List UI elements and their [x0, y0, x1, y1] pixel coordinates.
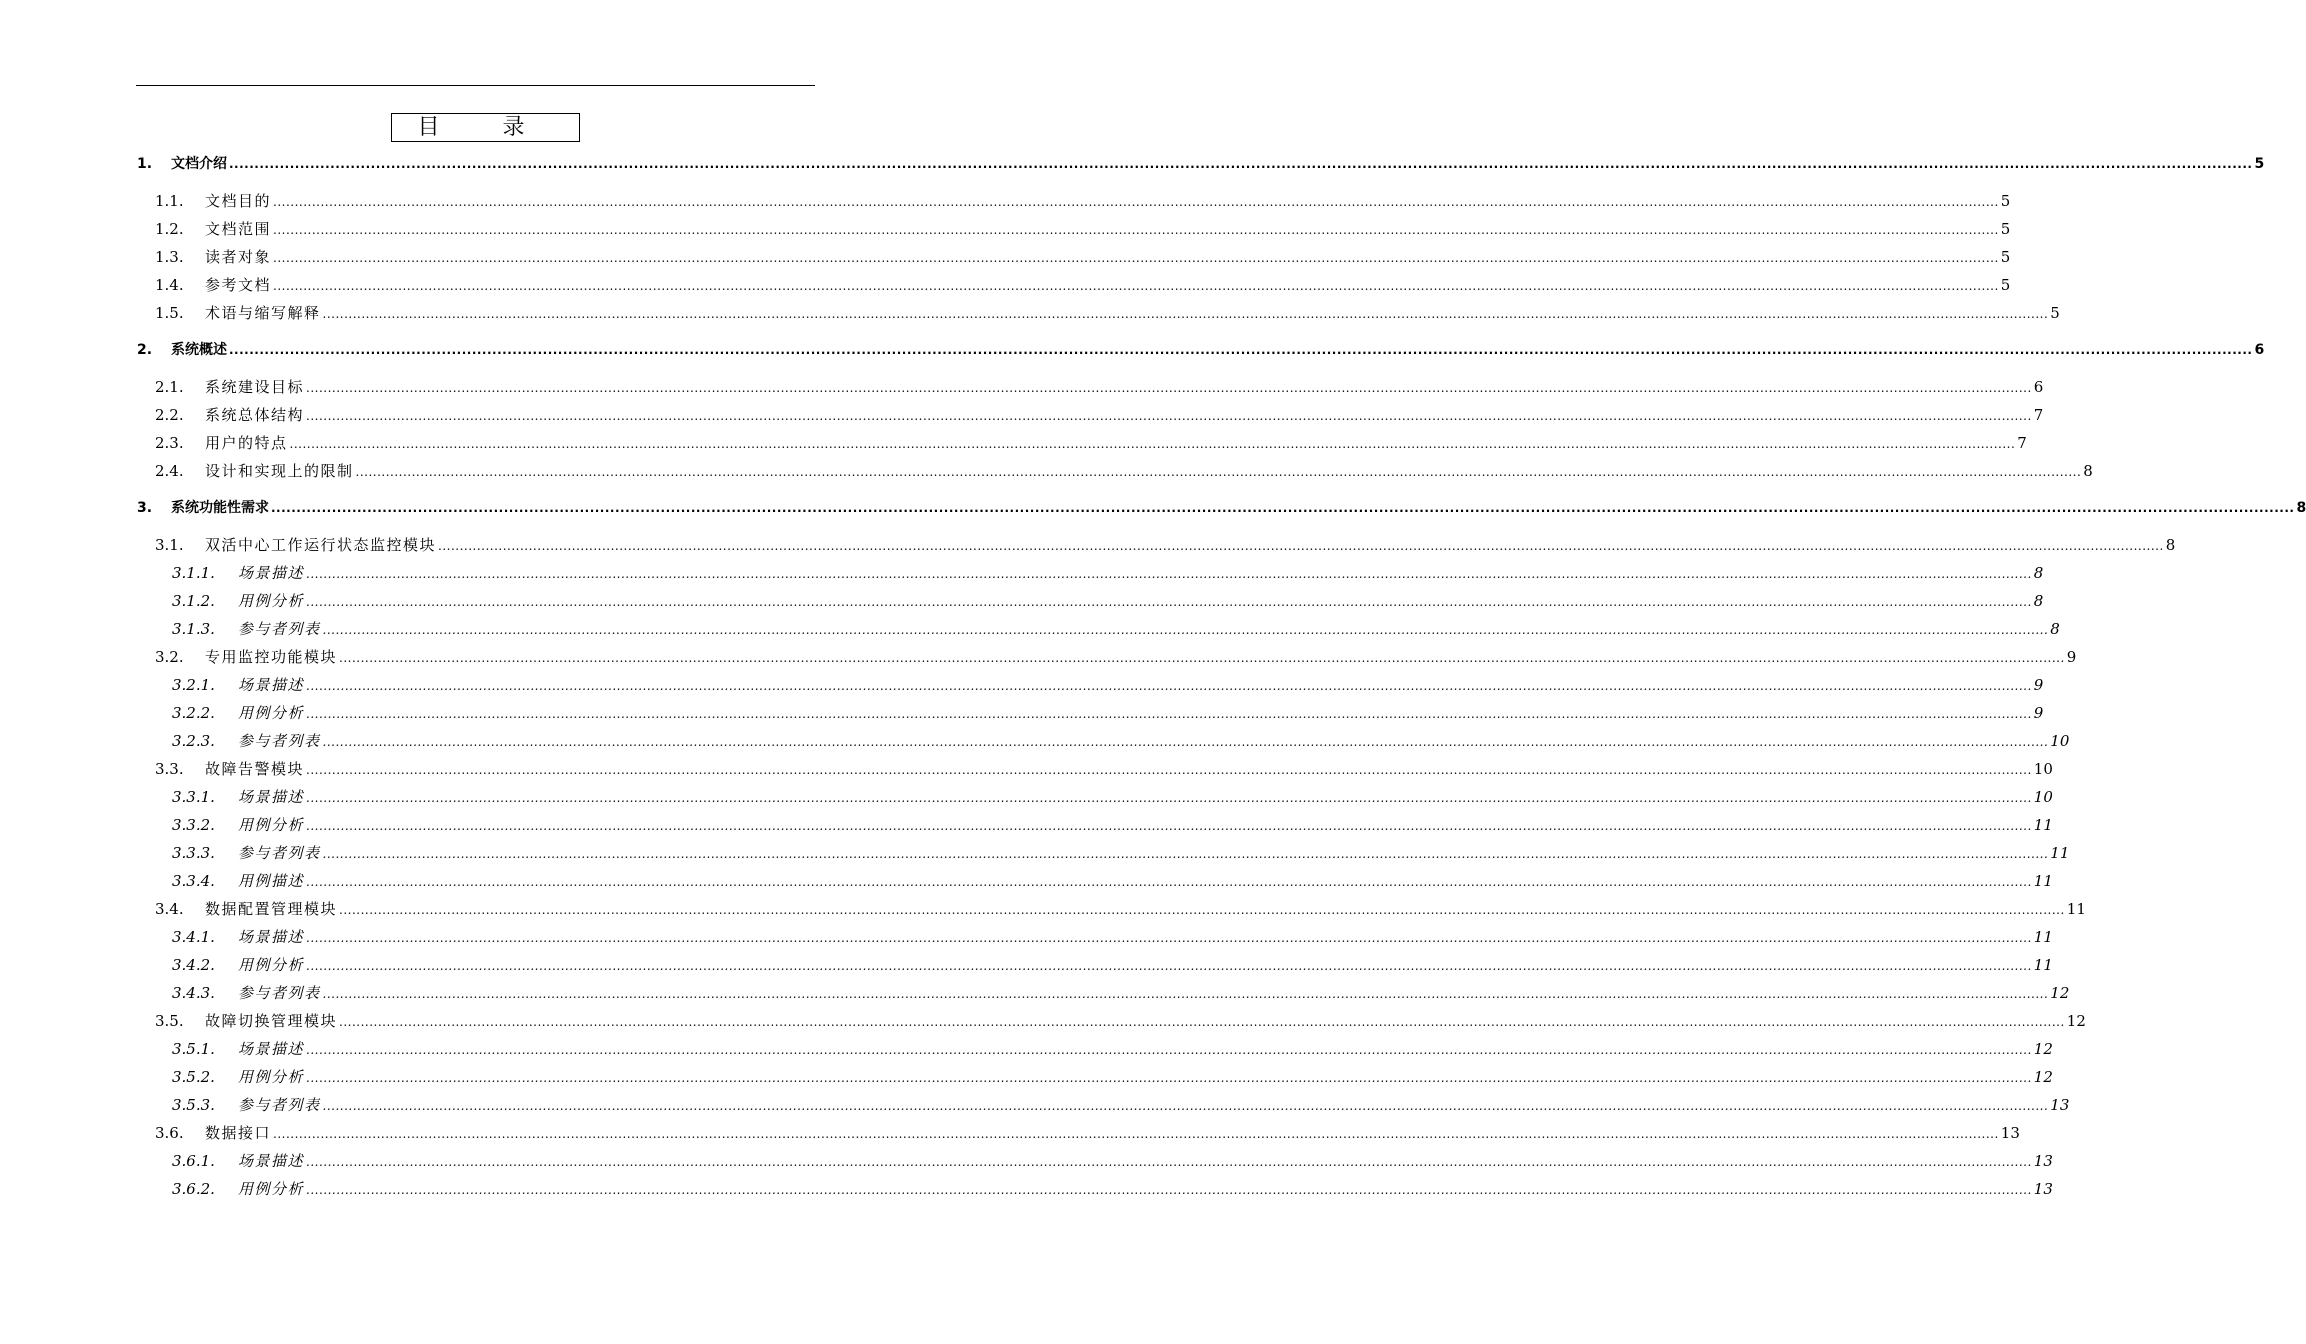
toc-leader-dots: ................................................................................................................................................................................................................................................................................................................................................................................................................	[306, 819, 2032, 833]
toc-entry[interactable]	[0, 299, 2060, 327]
toc-leader-dots: ................................................................................................................................................................................................................................................................................................................................................................................................................	[229, 157, 2253, 171]
toc-entry-number: 2.4.	[155, 462, 184, 480]
toc-entry[interactable]	[0, 1175, 2053, 1203]
toc-entry-title: 参与者列表	[238, 620, 321, 638]
toc-entry-title: 文档目的	[205, 192, 272, 210]
toc-entry-title: 双活中心工作运行状态监控模块	[205, 536, 437, 554]
toc-entry[interactable]	[0, 494, 2306, 522]
toc-entry-page: 12	[2066, 1012, 2086, 1030]
toc-leader-dots: ................................................................................................................................................................................................................................................................................................................................................................................................................	[339, 651, 2065, 665]
toc-entry-page: 7	[2033, 406, 2044, 424]
toc-entry[interactable]	[0, 699, 2044, 727]
toc-entry-number: 3.1.2.	[172, 592, 215, 610]
table-of-contents	[0, 150, 2306, 1203]
toc-entry[interactable]	[0, 1091, 2070, 1119]
toc-leader-dots: ................................................................................................................................................................................................................................................................................................................................................................................................................	[229, 343, 2253, 357]
toc-entry[interactable]	[0, 271, 2011, 299]
toc-entry-page: 9	[2033, 704, 2044, 722]
toc-entry[interactable]	[0, 559, 2044, 587]
toc-entry-number: 3.5.3.	[172, 1096, 215, 1114]
toc-entry-page: 9	[2066, 648, 2077, 666]
toc-entry-page: 10	[2033, 788, 2053, 806]
toc-entry[interactable]	[0, 243, 2011, 271]
toc-leader-dots: ................................................................................................................................................................................................................................................................................................................................................................................................................	[306, 1155, 2032, 1169]
toc-entry-title: 故障告警模块	[205, 760, 305, 778]
toc-leader-dots: ................................................................................................................................................................................................................................................................................................................................................................................................................	[306, 875, 2032, 889]
toc-entry-page: 12	[2033, 1040, 2053, 1058]
toc-entry[interactable]	[0, 587, 2044, 615]
toc-entry-title: 用例描述	[238, 872, 305, 890]
toc-entry-page: 8	[2083, 462, 2093, 480]
toc-entry-title: 用户的特点	[205, 434, 288, 452]
toc-entry-title: 系统总体结构	[205, 406, 305, 424]
toc-entry-page: 8	[2165, 536, 2176, 554]
toc-leader-dots: ................................................................................................................................................................................................................................................................................................................................................................................................................	[273, 195, 1999, 209]
toc-entry-number: 1.1.	[155, 192, 184, 210]
toc-entry-number: 3.3.3.	[172, 844, 215, 862]
toc-entry-page: 12	[2050, 984, 2070, 1002]
toc-entry-page: 8	[2033, 564, 2044, 582]
toc-entry[interactable]	[0, 979, 2070, 1007]
toc-entry-page: 11	[2066, 900, 2086, 918]
toc-entry-title: 系统建设目标	[205, 378, 305, 396]
toc-entry-page: 13	[2000, 1124, 2020, 1142]
header-rule	[136, 85, 815, 86]
toc-leader-dots: ................................................................................................................................................................................................................................................................................................................................................................................................................	[306, 791, 2032, 805]
toc-entry-number: 2.	[137, 342, 153, 358]
toc-entry-number: 3.2.2.	[172, 704, 215, 722]
toc-entry-title: 用例分析	[238, 592, 305, 610]
toc-entry-number: 3.6.1.	[172, 1152, 215, 1170]
toc-entry-number: 3.2.1.	[172, 676, 215, 694]
toc-entry-page: 6	[2033, 378, 2044, 396]
toc-entry-title: 场景描述	[238, 928, 305, 946]
toc-entry-page: 5	[2254, 156, 2265, 172]
toc-entry-number: 3.5.	[155, 1012, 184, 1030]
toc-entry-title: 读者对象	[205, 248, 272, 266]
toc-entry-title: 参考文档	[205, 276, 272, 294]
toc-entry[interactable]	[0, 615, 2060, 643]
toc-entry-page: 8	[2033, 592, 2044, 610]
toc-entry-title: 参与者列表	[238, 844, 321, 862]
toc-entry-number: 2.3.	[155, 434, 184, 452]
toc-entry-title: 场景描述	[238, 1152, 305, 1170]
toc-leader-dots: ................................................................................................................................................................................................................................................................................................................................................................................................................	[289, 437, 2016, 451]
toc-entry-number: 3.4.2.	[172, 956, 215, 974]
toc-entry-number: 3.2.3.	[172, 732, 215, 750]
toc-leader-dots: ................................................................................................................................................................................................................................................................................................................................................................................................................	[306, 931, 2032, 945]
toc-leader-dots: ................................................................................................................................................................................................................................................................................................................................................................................................................	[273, 251, 1999, 265]
toc-entry[interactable]	[0, 1147, 2053, 1175]
toc-leader-dots: ................................................................................................................................................................................................................................................................................................................................................................................................................	[306, 1043, 2032, 1057]
toc-entry-page: 5	[2000, 248, 2011, 266]
toc-entry-number: 1.2.	[155, 220, 184, 238]
toc-entry-title: 用例分析	[238, 704, 305, 722]
toc-entry[interactable]	[0, 839, 2070, 867]
toc-entry[interactable]	[0, 429, 2027, 457]
toc-entry-page: 7	[2017, 434, 2027, 452]
toc-entry[interactable]	[0, 1119, 2020, 1147]
toc-entry-number: 1.3.	[155, 248, 184, 266]
toc-entry-page: 11	[2050, 844, 2070, 862]
toc-entry[interactable]	[0, 401, 2044, 429]
toc-entry[interactable]	[0, 457, 2093, 485]
toc-entry-title: 场景描述	[238, 788, 305, 806]
toc-leader-dots: ................................................................................................................................................................................................................................................................................................................................................................................................................	[322, 1099, 2049, 1113]
toc-entry-page: 11	[2033, 956, 2053, 974]
toc-entry-page: 10	[2050, 732, 2070, 750]
toc-entry-page: 8	[2296, 500, 2306, 516]
toc-entry-title: 文档介绍	[171, 156, 227, 172]
toc-entry-number: 3.3.2.	[172, 816, 215, 834]
toc-entry[interactable]	[0, 150, 2265, 178]
toc-entry-number: 3.5.2.	[172, 1068, 215, 1086]
toc-entry-number: 3.3.4.	[172, 872, 215, 890]
toc-leader-dots: ................................................................................................................................................................................................................................................................................................................................................................................................................	[273, 279, 1999, 293]
toc-entry-title: 数据配置管理模块	[205, 900, 338, 918]
toc-entry-page: 11	[2033, 816, 2053, 834]
toc-entry[interactable]	[0, 1007, 2086, 1035]
toc-leader-dots: ................................................................................................................................................................................................................................................................................................................................................................................................................	[306, 679, 2032, 693]
toc-entry[interactable]	[0, 1063, 2053, 1091]
toc-entry-number: 3.5.1.	[172, 1040, 215, 1058]
toc-leader-dots: ................................................................................................................................................................................................................................................................................................................................................................................................................	[306, 595, 2032, 609]
toc-entry-title: 参与者列表	[238, 1096, 321, 1114]
toc-leader-dots: ................................................................................................................................................................................................................................................................................................................................................................................................................	[322, 307, 2049, 321]
toc-entry-title: 故障切换管理模块	[205, 1012, 338, 1030]
toc-entry-title: 用例分析	[238, 1180, 305, 1198]
toc-entry-number: 3.4.3.	[172, 984, 215, 1002]
toc-entry-number: 3.4.	[155, 900, 184, 918]
toc-entry-number: 1.5.	[155, 304, 184, 322]
toc-entry-page: 5	[2000, 192, 2011, 210]
toc-entry[interactable]	[0, 187, 2011, 215]
toc-leader-dots: ................................................................................................................................................................................................................................................................................................................................................................................................................	[306, 409, 2032, 423]
toc-entry[interactable]	[0, 895, 2086, 923]
toc-entry-number: 3.3.1.	[172, 788, 215, 806]
toc-leader-dots: ................................................................................................................................................................................................................................................................................................................................................................................................................	[339, 1015, 2065, 1029]
toc-entry-title: 场景描述	[238, 564, 305, 582]
toc-leader-dots: ................................................................................................................................................................................................................................................................................................................................................................................................................	[306, 763, 2032, 777]
toc-entry-page: 5	[2050, 304, 2060, 322]
toc-leader-dots: ................................................................................................................................................................................................................................................................................................................................................................................................................	[339, 903, 2065, 917]
toc-entry-title: 用例分析	[238, 1068, 305, 1086]
toc-leader-dots: ................................................................................................................................................................................................................................................................................................................................................................................................................	[355, 465, 2082, 479]
toc-entry-page: 5	[2000, 276, 2011, 294]
toc-leader-dots: ................................................................................................................................................................................................................................................................................................................................................................................................................	[322, 623, 2049, 637]
toc-entry-number: 3.1.3.	[172, 620, 215, 638]
toc-entry[interactable]	[0, 923, 2053, 951]
toc-leader-dots: ................................................................................................................................................................................................................................................................................................................................................................................................................	[322, 735, 2049, 749]
toc-leader-dots: ................................................................................................................................................................................................................................................................................................................................................................................................................	[306, 707, 2032, 721]
toc-entry-number: 1.4.	[155, 276, 184, 294]
toc-entry-number: 3.4.1.	[172, 928, 215, 946]
toc-entry-page: 11	[2033, 928, 2053, 946]
toc-entry-page: 13	[2033, 1152, 2053, 1170]
toc-entry-page: 12	[2033, 1068, 2053, 1086]
toc-entry-title: 场景描述	[238, 1040, 305, 1058]
toc-entry-number: 3.6.2.	[172, 1180, 215, 1198]
toc-entry-page: 5	[2000, 220, 2011, 238]
toc-entry-title: 用例分析	[238, 956, 305, 974]
toc-leader-dots: ................................................................................................................................................................................................................................................................................................................................................................................................................	[306, 1071, 2032, 1085]
toc-entry[interactable]	[0, 373, 2044, 401]
toc-leader-dots: ................................................................................................................................................................................................................................................................................................................................................................................................................	[271, 501, 2295, 515]
toc-leader-dots: ................................................................................................................................................................................................................................................................................................................................................................................................................	[306, 1183, 2032, 1197]
toc-entry[interactable]	[0, 811, 2053, 839]
toc-entry-page: 10	[2033, 760, 2053, 778]
toc-entry-number: 3.1.	[155, 536, 184, 554]
toc-entry[interactable]	[0, 1035, 2053, 1063]
toc-entry-number: 3.1.1.	[172, 564, 215, 582]
toc-leader-dots: ................................................................................................................................................................................................................................................................................................................................................................................................................	[273, 1127, 1999, 1141]
toc-entry-title: 场景描述	[238, 676, 305, 694]
toc-entry-number: 2.2.	[155, 406, 184, 424]
toc-entry-number: 1.	[137, 156, 153, 172]
toc-leader-dots: ................................................................................................................................................................................................................................................................................................................................................................................................................	[306, 567, 2032, 581]
toc-entry[interactable]	[0, 643, 2077, 671]
toc-entry-page: 13	[2033, 1180, 2053, 1198]
toc-entry-page: 8	[2050, 620, 2060, 638]
toc-entry-page: 6	[2254, 342, 2265, 358]
toc-leader-dots: ................................................................................................................................................................................................................................................................................................................................................................................................................	[322, 987, 2049, 1001]
toc-entry-page: 11	[2033, 872, 2053, 890]
toc-entry-number: 3.3.	[155, 760, 184, 778]
toc-entry-number: 3.	[137, 500, 153, 516]
toc-entry-title: 设计和实现上的限制	[205, 462, 354, 480]
toc-entry-title: 文档范围	[205, 220, 272, 238]
toc-leader-dots: ................................................................................................................................................................................................................................................................................................................................................................................................................	[438, 539, 2164, 553]
toc-entry[interactable]	[0, 867, 2053, 895]
toc-entry-title: 系统功能性需求	[171, 500, 269, 516]
toc-entry[interactable]	[0, 951, 2053, 979]
toc-entry[interactable]	[0, 531, 2176, 559]
toc-entry-number: 3.2.	[155, 648, 184, 666]
toc-entry[interactable]	[0, 336, 2265, 364]
toc-leader-dots: ................................................................................................................................................................................................................................................................................................................................................................................................................	[273, 223, 1999, 237]
toc-entry-title: 用例分析	[238, 816, 305, 834]
toc-entry-number: 2.1.	[155, 378, 184, 396]
toc-entry[interactable]	[0, 727, 2070, 755]
toc-entry[interactable]	[0, 783, 2053, 811]
toc-entry[interactable]	[0, 215, 2011, 243]
title-container	[0, 113, 950, 142]
toc-title: 目 录	[391, 113, 580, 142]
toc-entry-title: 参与者列表	[238, 984, 321, 1002]
toc-leader-dots: ................................................................................................................................................................................................................................................................................................................................................................................................................	[306, 381, 2032, 395]
toc-entry-number: 3.6.	[155, 1124, 184, 1142]
toc-entry[interactable]	[0, 671, 2044, 699]
toc-entry-page: 9	[2033, 676, 2044, 694]
toc-entry-title: 专用监控功能模块	[205, 648, 338, 666]
toc-entry-title: 数据接口	[205, 1124, 272, 1142]
toc-entry-title: 参与者列表	[238, 732, 321, 750]
toc-leader-dots: ................................................................................................................................................................................................................................................................................................................................................................................................................	[306, 959, 2032, 973]
toc-entry-title: 系统概述	[171, 342, 227, 358]
toc-entry[interactable]	[0, 755, 2053, 783]
toc-entry-page: 13	[2050, 1096, 2070, 1114]
toc-leader-dots: ................................................................................................................................................................................................................................................................................................................................................................................................................	[322, 847, 2049, 861]
toc-entry-title: 术语与缩写解释	[205, 304, 321, 322]
